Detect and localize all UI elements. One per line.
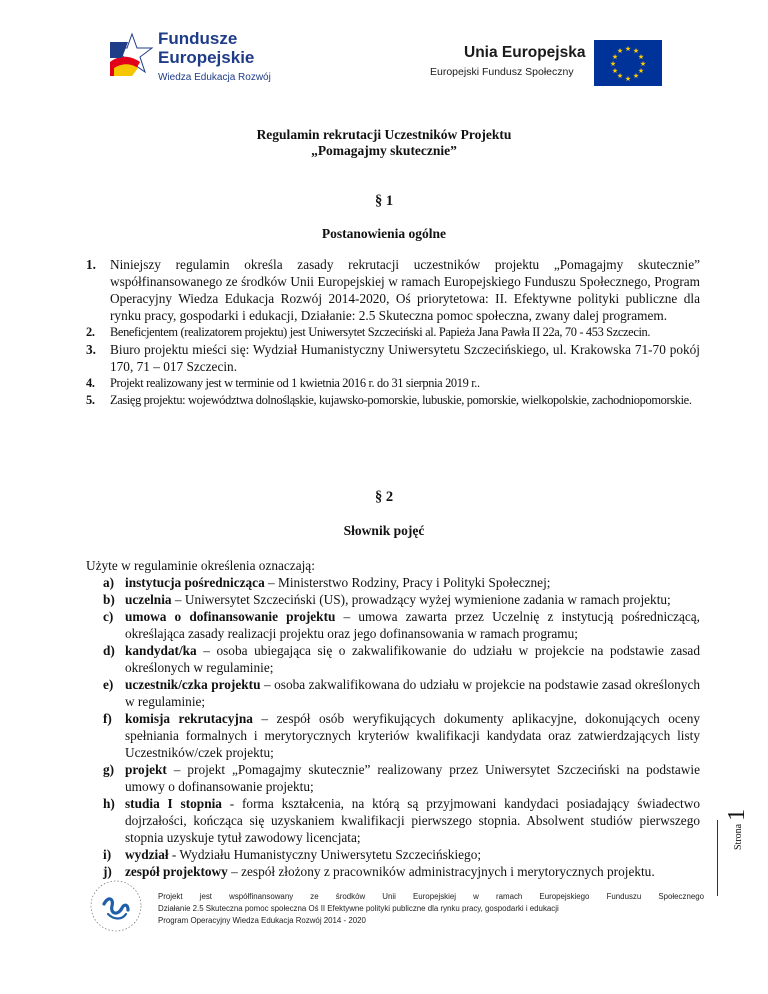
section2-heading: Słownik pojęć: [343, 523, 425, 538]
svg-text:★: ★: [611, 67, 619, 75]
list-item: 5. Zasięg projektu: województwa dolnośląskie, kujawsko-pomorskie, lubuskie, pomorskie, wielkopolskie, zachodniopomorskie.: [86, 393, 692, 407]
fe-logo-line1: Fundusze: [158, 29, 238, 48]
list-item: d) kandydat/ka – osoba ubiegająca się o zakwalifikowanie do udziału w projekcie na podstawie zasad określonych w regulaminie;: [103, 643, 700, 675]
list-item: b) uczelnia – Uniwersytet Szczeciński (US), prowadzący wyżej wymienione zadania w ramach projektu;: [103, 592, 671, 607]
list-item: 1. Niniejszy regulamin określa zasady rekrutacji uczestników projektu „Pomagajmy skutecznie” współfinansowanego ze środków Unii Europejskiej w ramach Europejskiego Funduszu Społecznego, Program Operacyjny Wiedza Edukacja Rozwój 2014-2020, Oś priorytetowa: II. Efektywne polityki publiczne dla rynku pracy, gospodarki i edukacji, Działanie: 2.5 Skuteczna pomoc społeczna, zwany dalej programem.: [86, 257, 700, 323]
svg-text:★: ★: [637, 67, 645, 75]
page-number-divider: [717, 820, 718, 896]
section1-heading: Postanowienia ogólne: [321, 226, 447, 241]
list-item: 3. Biuro projektu mieści się: Wydział Humanistyczny Uniwersytetu Szczecińskiego, ul. Krakowska 71-70 pokój 170, 71 – 017 Szczecin.: [86, 342, 700, 374]
footer-line1: Projekt jest współfinansowany ze środków Unii Europejskiej w ramach Europejskiego Funduszu Społecznego: [158, 892, 704, 901]
fundusze-europejskie-logo: [110, 28, 300, 86]
svg-text:★: ★: [637, 53, 645, 61]
footer-line3: Program Operacyjny Wiedza Edukacja Rozwój 2014 - 2020: [158, 916, 366, 925]
svg-text:★: ★: [616, 47, 624, 55]
svg-text:★: ★: [616, 72, 624, 80]
list-item: i) wydział - Wydziału Humanistyczny Uniwersytetu Szczecińskiego;: [103, 847, 482, 862]
university-seal-icon: [88, 876, 144, 936]
svg-text:★: ★: [624, 45, 632, 53]
eu-logo-title: Unia Europejska: [464, 44, 586, 61]
svg-text:★: ★: [639, 60, 647, 68]
list-item: g) projekt – projekt „Pomagajmy skutecznie” realizowany przez Uniwersytet Szczeciński na podstawie umowy o dofinansowanie projektu;: [103, 762, 700, 794]
section1-list: [86, 256, 700, 409]
section2-mark: § 2: [374, 489, 394, 505]
svg-text:★: ★: [609, 60, 617, 68]
section2-intro: Użyte w regulaminie określenia oznaczają:: [86, 558, 315, 573]
page-number: Strona1: [724, 808, 750, 850]
document-title-line2: „Pomagajmy skutecznie”: [311, 143, 457, 158]
fe-star-logo-icon: [110, 32, 154, 76]
footer: [158, 891, 704, 927]
fe-logo-line2: Europejskie: [158, 48, 255, 67]
svg-text:★: ★: [632, 72, 640, 80]
uniwersytet-szczecinski-logo: [88, 876, 144, 936]
footer-line2: Działanie 2.5 Skuteczna pomoc społeczna Oś II Efektywne polityki publiczne dla rynku pracy, gospodarki i edukacji: [158, 904, 559, 913]
list-item: 4. Projekt realizowany jest w terminie od 1 kwietnia 2016 r. do 31 sierpnia 2019 r..: [86, 376, 480, 390]
list-item: 2. Beneficjentem (realizatorem projektu) jest Uniwersytet Szczeciński al. Papieża Jana Pawła II 22a, 70 - 453 Szczecin.: [86, 325, 651, 339]
svg-text:★: ★: [611, 53, 619, 61]
list-item: a) instytucja pośrednicząca – Ministerstwo Rodziny, Pracy i Polityki Społecznej;: [103, 575, 551, 590]
list-item: f) komisja rekrutacyjna – zespół osób weryfikujących dokumenty aplikacyjne, dokonujących oceny spełniania formalnych i merytorycznych kryteriów kwalifikacji kandydata oraz zatwierdzających listy Uczestników/czek projektu;: [103, 711, 700, 760]
list-item: c) umowa o dofinansowanie projektu – umowa zawarta przez Uczelnię z instytucją pośredniczącą, określająca zasady realizacji projektu oraz jego dofinansowania w ramach programu;: [103, 609, 700, 641]
list-item: j) zespół projektowy – zespół złożony z pracowników administracyjnych i merytorycznych projektu.: [103, 864, 655, 879]
fe-logo-line3: Wiedza Edukacja Rozwój: [158, 72, 271, 83]
document-title-line1: Regulamin rekrutacji Uczestników Projektu: [256, 127, 512, 142]
svg-text:★: ★: [632, 47, 640, 55]
unia-europejska-logo: [430, 40, 647, 92]
section1-mark: § 1: [374, 193, 394, 209]
eu-flag-icon: [594, 40, 662, 86]
definitions-list: [103, 574, 700, 880]
svg-text:★: ★: [624, 75, 632, 83]
eu-logo-subtitle: Europejski Fundusz Społeczny: [430, 66, 574, 78]
list-item: h) studia I stopnia - forma kształcenia, na którą są przyjmowani kandydaci posiadający świadectwo dojrzałości, kończąca się uzyskaniem kwalifikacji pierwszego stopnia. Absolwent studiów pierwszego stopnia uzyskuje tytuł zawodowy licencjata;: [103, 796, 700, 845]
list-item: e) uczestnik/czka projektu – osoba zakwalifikowana do udziału w projekcie na podstawie zasad określonych w regulaminie;: [103, 677, 701, 709]
